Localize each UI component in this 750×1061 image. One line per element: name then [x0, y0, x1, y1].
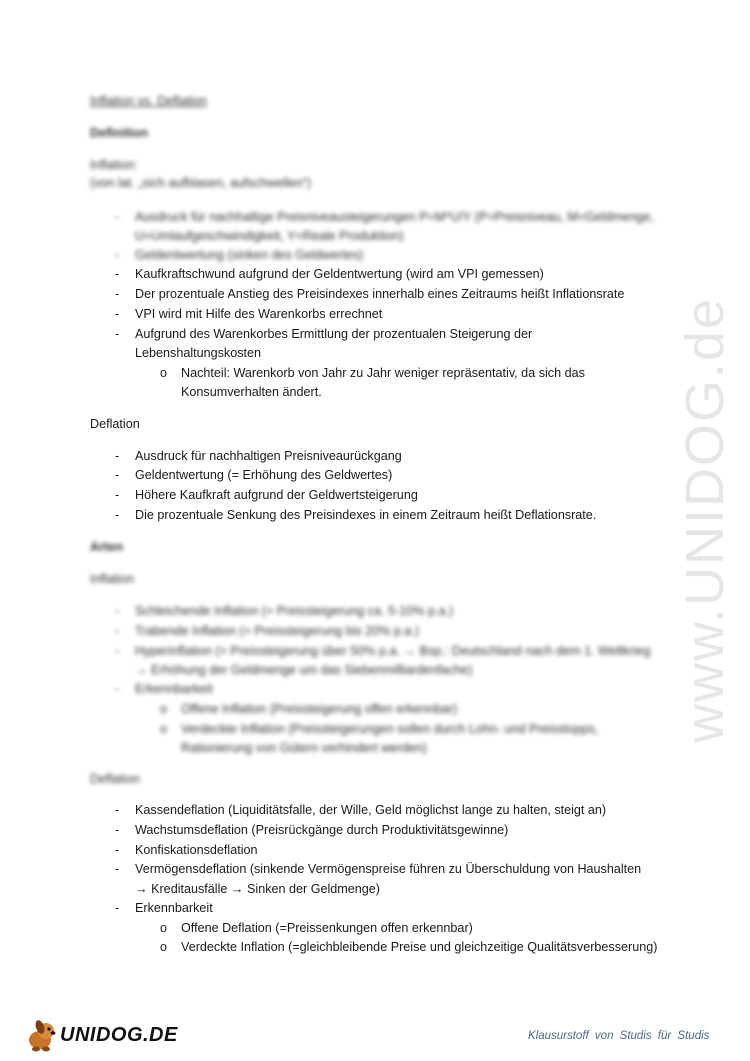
- arten-inflation-label: Inflation: [90, 572, 135, 586]
- list-dash: -: [115, 843, 120, 857]
- inflation-origin: (von lat. „sich aufblasen, aufschwellen“): [90, 176, 312, 190]
- dog-mascot-icon: [22, 1016, 62, 1056]
- sub-item: Konsumverhalten ändert.: [181, 385, 322, 399]
- list-item: Hyperinflation (= Preissteigerung über 50% p.a. → Bsp.: Deutschland nach dem 1. Weltkrieg: [135, 644, 651, 658]
- list-item: Trabende Inflation (= Preissteigerung bis 20% p.a.): [135, 624, 420, 638]
- sub-item: Nachteil: Warenkorb von Jahr zu Jahr weniger repräsentativ, da sich das: [181, 366, 585, 380]
- list-item: Kaufkraftschwund aufgrund der Geldentwertung (wird am VPI gemessen): [135, 267, 544, 281]
- list-item: VPI wird mit Hilfe des Warenkorbs errechnet: [135, 307, 383, 321]
- list-item: U=Umlaufgeschwindigkeit, Y=Reale Produktion): [135, 229, 404, 243]
- list-dash: -: [115, 327, 120, 341]
- footer-slogan: Klausurstoff von Studis für Studis: [528, 1030, 710, 1042]
- list-dash: -: [115, 823, 120, 837]
- inflation-label: Inflation:: [90, 158, 138, 172]
- list-item: Ausdruck für nachhaltigen Preisniveaurückgang: [135, 449, 402, 463]
- list-item: Die prozentuale Senkung des Preisindexes in einem Zeitraum heißt Deflationsrate.: [135, 508, 597, 522]
- list-dash: -: [115, 267, 120, 281]
- sub-bullet: o: [160, 366, 168, 380]
- list-item: Höhere Kaufkraft aufgrund der Geldwertsteigerung: [135, 488, 418, 502]
- list-item: Lebenshaltungskosten: [135, 346, 262, 360]
- sub-bullet: o: [160, 722, 168, 736]
- list-dash: -: [115, 644, 120, 658]
- list-item: Vermögensdeflation (sinkende Vermögenspreise führen zu Überschuldung von Haushalten: [135, 862, 642, 876]
- list-item: Geldentwertung (sinken des Geldwertes): [135, 248, 364, 262]
- list-item: Schleichende Inflation (= Preissteigerung ca. 5-10% p.a.): [135, 604, 454, 618]
- list-dash: -: [115, 862, 120, 876]
- list-item: Wachstumsdeflation (Preisrückgänge durch Produktivitätsgewinne): [135, 823, 509, 837]
- unidog-logo: [22, 1016, 182, 1056]
- list-dash: -: [115, 449, 120, 463]
- watermark-text: www.UNIDOG.de: [675, 296, 735, 744]
- list-dash: -: [115, 488, 120, 502]
- list-item: Aufgrund des Warenkorbes Ermittlung der prozentualen Steigerung der: [135, 327, 533, 341]
- list-item: → Kreditausfälle → Sinken der Geldmenge): [135, 882, 381, 896]
- list-dash: -: [115, 248, 120, 262]
- list-item: Kassendeflation (Liquiditätsfalle, der Wille, Geld möglichst lange zu halten, steigt an): [135, 803, 607, 817]
- arten-deflation-label: Deflation: [90, 772, 140, 786]
- list-item: Erkennbarkeit: [135, 901, 213, 915]
- list-dash: -: [115, 307, 120, 321]
- sub-item: Verdeckte Inflation (=gleichbleibende Preise und gleichzeitige Qualitätsverbesserung): [181, 940, 658, 954]
- sub-item: Offene Inflation (Preissteigerung offen erkennbar): [181, 702, 458, 716]
- list-dash: -: [115, 210, 120, 224]
- list-dash: -: [115, 604, 120, 618]
- deflation-label: Deflation: [90, 417, 140, 431]
- list-dash: -: [115, 508, 120, 522]
- list-item: Erkennbarkeit: [135, 682, 213, 696]
- list-item: Konfiskationsdeflation: [135, 843, 258, 857]
- section-arten: Arten: [90, 540, 123, 554]
- sub-item: Verdeckte Inflation (Preissteigerungen sollen durch Lohn- und Preisstopps,: [181, 722, 599, 736]
- list-item: Der prozentuale Anstieg des Preisindexes innerhalb eines Zeitraums heißt Inflationsrate: [135, 287, 625, 301]
- list-dash: -: [115, 624, 120, 638]
- section-definition: Definition: [90, 126, 149, 140]
- list-dash: -: [115, 287, 120, 301]
- sub-item: Offene Deflation (=Preissenkungen offen erkennbar): [181, 921, 473, 935]
- list-dash: -: [115, 803, 120, 817]
- sub-bullet: o: [160, 702, 168, 716]
- document-title: Inflation vs. Deflation: [90, 94, 207, 108]
- list-dash: -: [115, 901, 120, 915]
- list-dash: -: [115, 682, 120, 696]
- watermark: [660, 290, 750, 750]
- list-item: → Erhöhung der Geldmenge um das Siebenmilliardenfache): [135, 663, 473, 677]
- list-item: Ausdruck für nachhaltige Preisniveausteigerungen P=M*U/Y (P=Preisniveau, M=Geldmenge,: [135, 210, 654, 224]
- sub-bullet: o: [160, 940, 168, 954]
- sub-item: Rationierung von Gütern verhindert werden): [181, 741, 427, 755]
- sub-bullet: o: [160, 921, 168, 935]
- list-dash: -: [115, 468, 120, 482]
- logo-text: UNIDOG.DE: [60, 1024, 178, 1046]
- list-item: Geldentwertung (= Erhöhung des Geldwertes): [135, 468, 393, 482]
